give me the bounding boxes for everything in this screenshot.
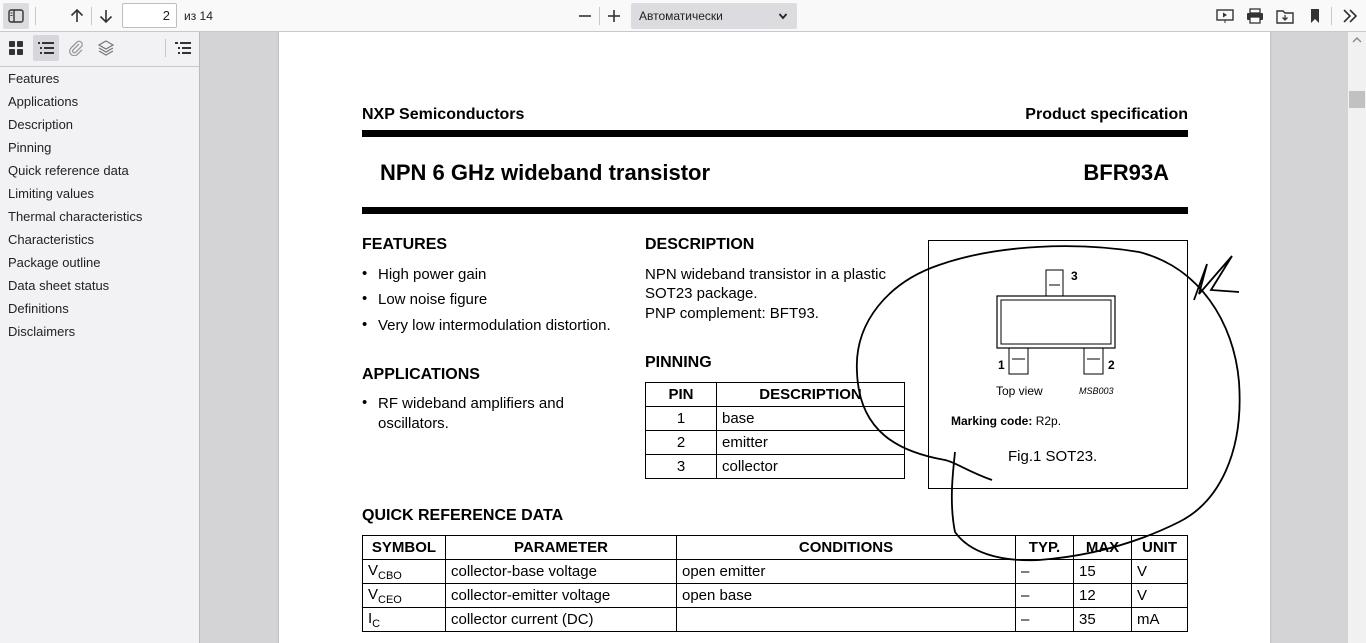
outline-item[interactable]: Applications (8, 94, 79, 109)
description-line: SOT23 package. (645, 285, 758, 302)
table-cell: open base (677, 584, 1016, 608)
table-row (363, 584, 1188, 608)
applications-heading: APPLICATIONS (362, 366, 480, 383)
symbol-subscript: CBO (378, 569, 402, 582)
qrd-heading: QUICK REFERENCE DATA (362, 507, 564, 524)
outline-item[interactable]: Definitions (8, 301, 69, 316)
table-cell: mA (1132, 608, 1188, 632)
outline-item[interactable]: Characteristics (8, 232, 94, 247)
table-header: PIN (646, 383, 717, 407)
pin-1-label: 1 (998, 358, 1005, 372)
table-cell: – (1016, 584, 1074, 608)
features-heading: FEATURES (362, 236, 448, 253)
zoom-in-button[interactable] (601, 3, 627, 29)
bookmark-button[interactable] (1302, 3, 1328, 29)
tab-attachments[interactable] (63, 35, 89, 61)
toolbar-separator (35, 7, 36, 25)
table-cell: 1 (646, 407, 717, 431)
marking-code (951, 414, 1061, 428)
table-header: CONDITIONS (677, 536, 1016, 560)
title-rule (362, 207, 1188, 214)
outline-item[interactable]: Quick reference data (8, 163, 129, 178)
pin-3-label: 3 (1071, 269, 1078, 283)
next-page-button[interactable] (93, 3, 119, 29)
document-title: NPN 6 GHz wideband transistor (380, 160, 711, 185)
symbol-subscript: C (372, 617, 381, 630)
zoom-select-value: Автоматически (639, 9, 723, 23)
marking-code-label: Marking code: (951, 414, 1033, 428)
grid-icon (9, 41, 23, 55)
current-outline-item-button[interactable] (170, 35, 196, 61)
list-icon (38, 41, 54, 55)
table-cell: base (717, 407, 905, 431)
outline-item[interactable]: Description (8, 117, 74, 132)
table-cell: open emitter (677, 560, 1016, 584)
bookmark-icon (1309, 8, 1321, 24)
symbol: V (368, 585, 379, 603)
sidebar-tabs (0, 32, 199, 67)
save-button[interactable] (1272, 3, 1298, 29)
table-header: DESCRIPTION (717, 383, 905, 407)
symbol-cell (363, 608, 446, 632)
table-cell: collector current (DC) (446, 608, 677, 632)
symbol: V (368, 561, 379, 579)
description-line: NPN wideband transistor in a plastic (645, 266, 886, 283)
table-row (363, 608, 1188, 632)
presentation-mode-button[interactable] (1212, 3, 1238, 29)
table-cell: collector (717, 455, 905, 479)
tab-outline[interactable] (33, 35, 59, 61)
page-number-input[interactable]: 2 (122, 3, 177, 28)
plus-icon (607, 9, 621, 23)
table-cell: 12 (1074, 584, 1132, 608)
table-cell: 2 (646, 431, 717, 455)
tab-thumbnails[interactable] (3, 35, 29, 61)
zoom-out-button[interactable] (572, 3, 598, 29)
page-count-label: из 14 (184, 9, 213, 23)
feature-text: Low noise figure (378, 291, 488, 308)
outline-item[interactable]: Thermal characteristics (8, 209, 143, 224)
application-text: RF wideband amplifiers and (378, 395, 564, 412)
double-chevron-right-icon (1342, 9, 1358, 23)
description-line: PNP complement: BFT93. (645, 305, 819, 322)
table-cell: 15 (1074, 560, 1132, 584)
zoom-select[interactable] (631, 3, 797, 29)
table-row (646, 407, 905, 431)
pdf-page: NXP Semiconductors Product specification NPN 6 GHz wideband transistor BFR93A FEATURES • High power gain • Low noise figure • Very low intermodulation distortion. APPLICATIONS • RF wideband amplifiers and oscillators. DESCRIPTION NPN wideband transistor in a plastic SOT23 package. PNP complement: BFT93. PINNING PIN DESCRIPTION 1 base 2 emitter 3 collector 3 1 2 Top view MSB003 Marking code: R2p. Fig.1 SOT23. QUICK REFERENCE DATA SYMBOL PARAMETER CONDITIONS TYP. MAX UNIT $V_{CBO}$ collector-base voltage open emitter – 15 V $V_{CEO}$ collector-emitter voltage open base – 12 V $I_C$ collector current (DC) – 35 mA (279, 32, 1270, 643)
pinning-heading: PINNING (645, 354, 712, 371)
vertical-scrollbar[interactable] (1348, 32, 1366, 643)
toolbar-separator (1331, 7, 1332, 25)
table-cell: V (1132, 584, 1188, 608)
top-view-label: Top view (996, 384, 1043, 398)
header-rule (362, 130, 1188, 137)
scrollbar-thumb[interactable] (1349, 91, 1365, 108)
table-cell: – (1016, 560, 1074, 584)
previous-page-button[interactable] (64, 3, 90, 29)
figure-box (928, 240, 1188, 489)
sidebar-separator (165, 39, 166, 57)
paperclip-icon (68, 40, 84, 56)
feature-text: High power gain (378, 266, 487, 283)
application-text-continued: oscillators. (378, 415, 449, 432)
table-cell: 3 (646, 455, 717, 479)
table-cell: V (1132, 560, 1188, 584)
part-number: BFR93A (1083, 160, 1169, 185)
outline-item[interactable]: Package outline (8, 255, 101, 270)
table-row (363, 560, 1188, 584)
print-button[interactable] (1242, 3, 1268, 29)
pinning-table (645, 382, 905, 479)
quick-reference-table (362, 535, 1188, 632)
toolbar-separator (599, 7, 600, 25)
description-heading: DESCRIPTION (645, 236, 755, 253)
arrow-up-icon (69, 8, 85, 24)
symbol-subscript: CEO (378, 593, 402, 606)
marking-code-value: R2p. (1035, 414, 1062, 428)
company-name: NXP Semiconductors (362, 106, 525, 123)
sidebar-toggle-button[interactable] (3, 3, 29, 29)
minus-icon (578, 9, 592, 23)
outline-item[interactable]: Data sheet status (8, 278, 110, 293)
layers-icon (98, 40, 114, 56)
table-cell (677, 608, 1016, 632)
sidebar (0, 32, 200, 643)
arrow-down-icon (98, 8, 114, 24)
save-icon (1276, 8, 1294, 24)
symbol-cell (363, 584, 446, 608)
table-header: UNIT (1132, 536, 1188, 560)
feature-text: Very low intermodulation distortion. (378, 317, 611, 334)
presentation-icon (1216, 8, 1234, 24)
outline-item[interactable]: Disclaimers (8, 324, 76, 339)
pin-2-label: 2 (1108, 358, 1115, 372)
outline-locate-icon (175, 41, 191, 55)
outline-item[interactable]: Limiting values (8, 186, 94, 201)
figure-code: MSB003 (1079, 386, 1114, 396)
outline-item[interactable]: Pinning (8, 140, 52, 155)
tools-button[interactable] (1337, 3, 1363, 29)
table-row (646, 431, 905, 455)
table-cell: emitter (717, 431, 905, 455)
outline-item[interactable]: Features (8, 71, 60, 86)
sidebar-icon (8, 9, 24, 23)
document-viewer[interactable] (200, 32, 1348, 643)
table-header-row (646, 383, 905, 407)
table-row (646, 455, 905, 479)
table-header: TYP. (1016, 536, 1074, 560)
table-header: MAX (1074, 536, 1132, 560)
outline-list (0, 66, 199, 343)
symbol-cell (363, 560, 446, 584)
table-header-row (363, 536, 1188, 560)
table-cell: collector-base voltage (446, 560, 677, 584)
table-header: PARAMETER (446, 536, 677, 560)
table-header: SYMBOL (363, 536, 446, 560)
table-cell: collector-emitter voltage (446, 584, 677, 608)
figure-caption: Fig.1 SOT23. (1008, 448, 1098, 465)
table-cell: 35 (1074, 608, 1132, 632)
tab-layers[interactable] (93, 35, 119, 61)
symbol: I (368, 609, 373, 627)
spec-label: Product specification (1025, 106, 1188, 123)
toolbar-separator (91, 7, 92, 25)
toolbar (0, 0, 1366, 32)
scroll-up-icon[interactable] (1352, 36, 1362, 44)
table-cell: – (1016, 608, 1074, 632)
print-icon (1246, 8, 1264, 24)
